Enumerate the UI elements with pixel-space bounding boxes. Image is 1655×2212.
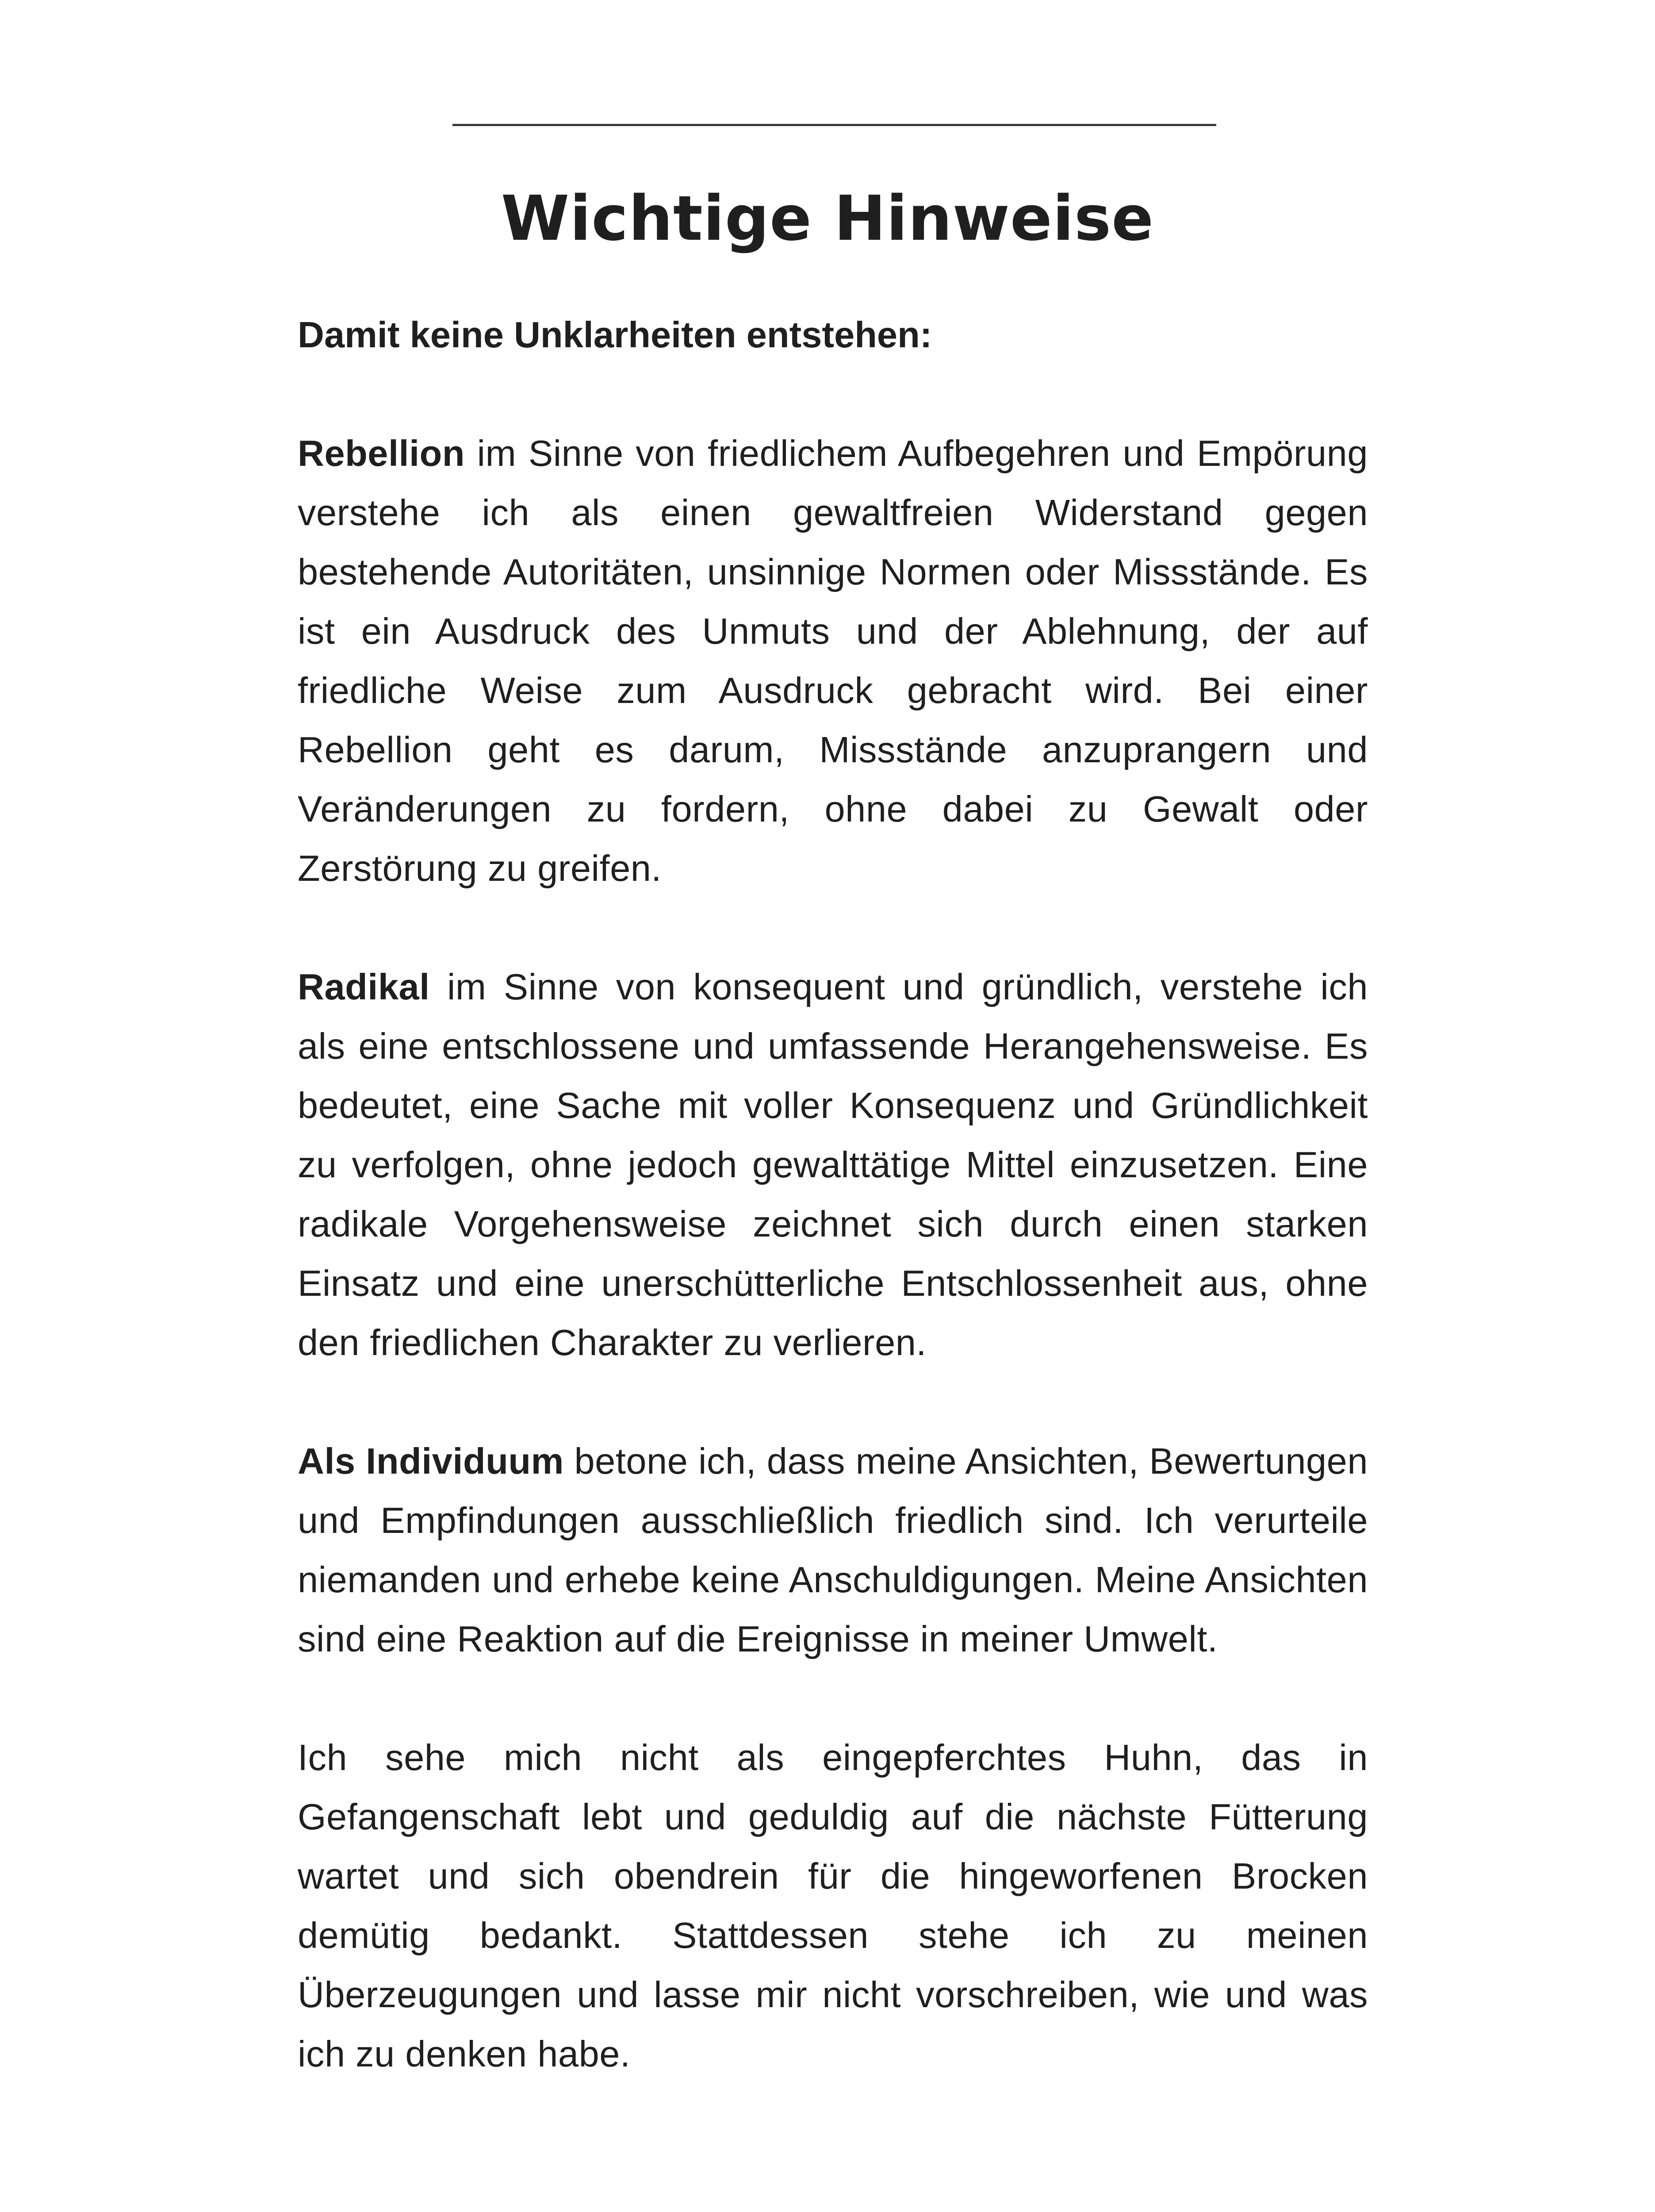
- page-subtitle: Damit keine Unklarheiten entstehen:: [298, 314, 932, 355]
- paragraph-individuum: [298, 1432, 1368, 1669]
- paragraph-rebellion: [298, 424, 1368, 898]
- term-radikal: Radikal: [298, 966, 430, 1007]
- page-title: Wichtige Hinweise: [501, 183, 1154, 255]
- paragraph-radikal: [298, 957, 1368, 1372]
- paragraph-closing-text: Ich sehe mich nicht als eingepferchtes Huhn, das in Gefangenschaft lebt und geduldig auf die nächste Fütterung wartet und sich obendrein für die hingeworfenen Brocken demütig bedankt. Stattdessen stehe ich zu meinen Überzeugungen und lasse mir nicht vorschreiben, wie und was ich zu denken habe.: [298, 1737, 1368, 2074]
- term-individuum: Als Individuum: [298, 1440, 564, 1482]
- paragraph-radikal-text: im Sinne von konsequent und gründlich, verstehe ich als eine entschlossene und umfassende Herangehensweise. Es bedeutet, eine Sache mit voller Konsequenz und Gründlichkeit zu verfolgen, ohne jedoch gewalttätige Mittel einzusetzen. Eine radikale Vorgehensweise zeichnet sich durch einen starken Einsatz und eine unerschütterliche Entschlossenheit aus, ohne den friedlichen Charakter zu verlieren.: [298, 966, 1368, 1363]
- term-rebellion: Rebellion: [298, 433, 465, 474]
- paragraph-rebellion-text: im Sinne von friedlichem Aufbegehren und Empörung verstehe ich als einen gewaltfreien Widerstand gegen bestehende Autoritäten, unsinnige Normen oder Missstände. Es ist ein Ausdruck des Unmuts und der Ablehnung, der auf friedliche Weise zum Ausdruck gebracht wird. Bei einer Rebellion geht es darum, Missstände anzuprangern und Veränderungen zu fordern, ohne dabei zu Gewalt oder Zerstörung zu greifen.: [298, 433, 1368, 889]
- page-content: [298, 305, 1368, 2143]
- paragraph-individuum-text: betone ich, dass meine Ansichten, Bewertungen und Empfindungen ausschließlich friedlich sind. Ich verurteile niemanden und erhebe keine Anschuldigungen. Meine Ansichten sind eine Reaktion auf die Ereignisse in meiner Umwelt.: [298, 1440, 1368, 1659]
- paragraph-closing: [298, 1728, 1368, 2084]
- top-divider-rule: [452, 124, 1216, 126]
